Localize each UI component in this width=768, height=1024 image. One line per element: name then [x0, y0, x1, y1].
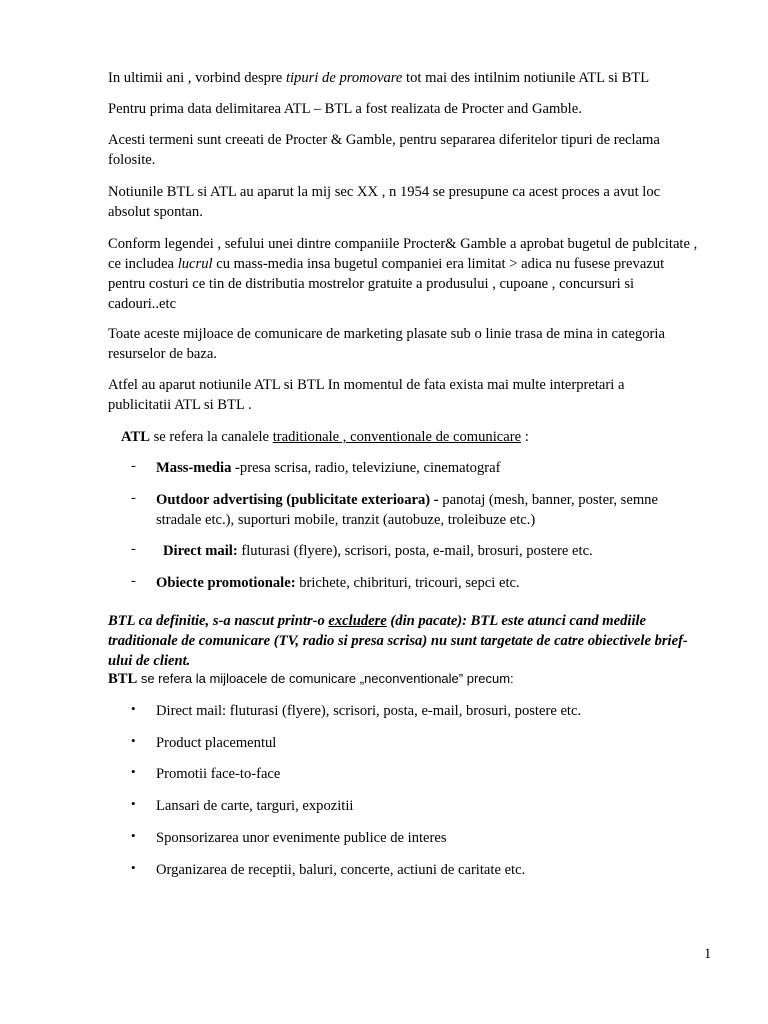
- atl-item: [156, 573, 716, 593]
- list-dash: -: [131, 573, 136, 589]
- btl-item: Organizarea de receptii, baluri, concerte, actiuni de caritate etc.: [156, 862, 526, 878]
- list-dash: -: [131, 541, 136, 557]
- item-bold: Outdoor advertising (publicitate exterioara) -: [156, 492, 443, 508]
- btl-item: Promotii face-to-face: [156, 766, 281, 782]
- paragraph-intro: [108, 68, 708, 88]
- btl-item: Direct mail: fluturasi (flyere), scrisori, posta, e-mail, brosuri, postere etc.: [156, 703, 582, 719]
- paragraph-interpretations: Atfel au aparut notiunile ATL si BTL In momentul de fata exista mai multe interpretari a publicitatii ATL si BTL .: [108, 377, 625, 413]
- btl-item: Product placementul: [156, 735, 277, 751]
- text: cu mass-media insa bugetul companiei era limitat > adica nu fusese prevazut pentru costuri ce tin de distributia mostrelor gratuite a produsului , cupoane , concursuri si cadouri..etc: [108, 256, 665, 312]
- bullet: •: [131, 764, 136, 779]
- bullet: •: [131, 701, 136, 716]
- btl-item: Sponsorizarea unor evenimente publice de interes: [156, 830, 447, 846]
- text: :: [521, 429, 529, 445]
- text: (din pacate): BTL este atunci cand mediile traditionale de comunicare (TV, radio si presa scrisa) nu sunt targetate de catre obiectivele brief-ului de client.: [108, 613, 688, 669]
- bullet: •: [131, 733, 136, 748]
- italic-text: lucrul: [177, 256, 213, 272]
- atl-item: [156, 458, 716, 478]
- page-number: 1: [704, 946, 712, 962]
- atl-item: [156, 490, 696, 530]
- btl-intro: [108, 669, 708, 689]
- text: tot mai des intilnim notiunile ATL si BTL: [402, 70, 650, 86]
- text: Conform legendei , sefului unei dintre companiile Procter& Gamble a aprobat bugetul de publcitate , ce includea: [108, 236, 698, 272]
- btl-definition: [108, 611, 710, 671]
- list-dash: -: [131, 458, 136, 474]
- item-text: presa scrisa, radio, televiziune, cinematograf: [239, 460, 501, 476]
- text: In ultimii ani , vorbind despre: [108, 70, 286, 86]
- btl-item: Lansari de carte, targuri, expozitii: [156, 798, 354, 814]
- item-text: brichete, chibrituri, tricouri, sepci etc.: [295, 575, 520, 591]
- text: se refera la canalele: [149, 429, 273, 445]
- italic-text: tipuri de promovare: [285, 70, 403, 86]
- paragraph-terms: Acesti termeni sunt creeati de Procter & Gamble, pentru separarea diferitelor tipuri de reclama folosite.: [108, 132, 660, 168]
- text: BTL ca definitie, s-a nascut printr-o: [108, 613, 329, 629]
- underlined-text: excludere: [328, 613, 387, 629]
- item-text: fluturasi (flyere), scrisori, posta, e-mail, brosuri, postere etc.: [237, 543, 593, 559]
- paragraph-legend: [108, 234, 704, 314]
- btl-term: BTL: [108, 671, 138, 687]
- atl-term: ATL: [121, 429, 150, 445]
- bullet: •: [131, 860, 136, 875]
- text: se refera la mijloacele de comunicare „neconventionale” precum:: [137, 671, 514, 686]
- atl-heading: [121, 427, 721, 447]
- paragraph-origin: Notiunile BTL si ATL au aparut la mij sec XX , n 1954 se presupune ca acest proces a avut loc absolut spontan.: [108, 184, 661, 220]
- item-text: panotaj (mesh, banner, poster, semne stradale etc.), suporturi mobile, tranzit (autobuze, troleibuze etc.): [156, 492, 658, 528]
- item-bold: Mass-media -: [156, 460, 240, 476]
- list-dash: -: [131, 490, 136, 506]
- item-bold: Direct mail:: [163, 543, 238, 559]
- bullet: •: [131, 796, 136, 811]
- atl-item: [163, 541, 723, 561]
- paragraph-means: Toate aceste mijloace de comunicare de marketing plasate sub o linie trasa de mina in categoria resurselor de baza.: [108, 326, 665, 362]
- underlined-text: traditionale , conventionale de comunicare: [272, 429, 522, 445]
- paragraph-delimitation: Pentru prima data delimitarea ATL – BTL a fost realizata de Procter and Gamble.: [108, 101, 582, 117]
- item-bold: Obiecte promotionale:: [156, 575, 296, 591]
- bullet: •: [131, 828, 136, 843]
